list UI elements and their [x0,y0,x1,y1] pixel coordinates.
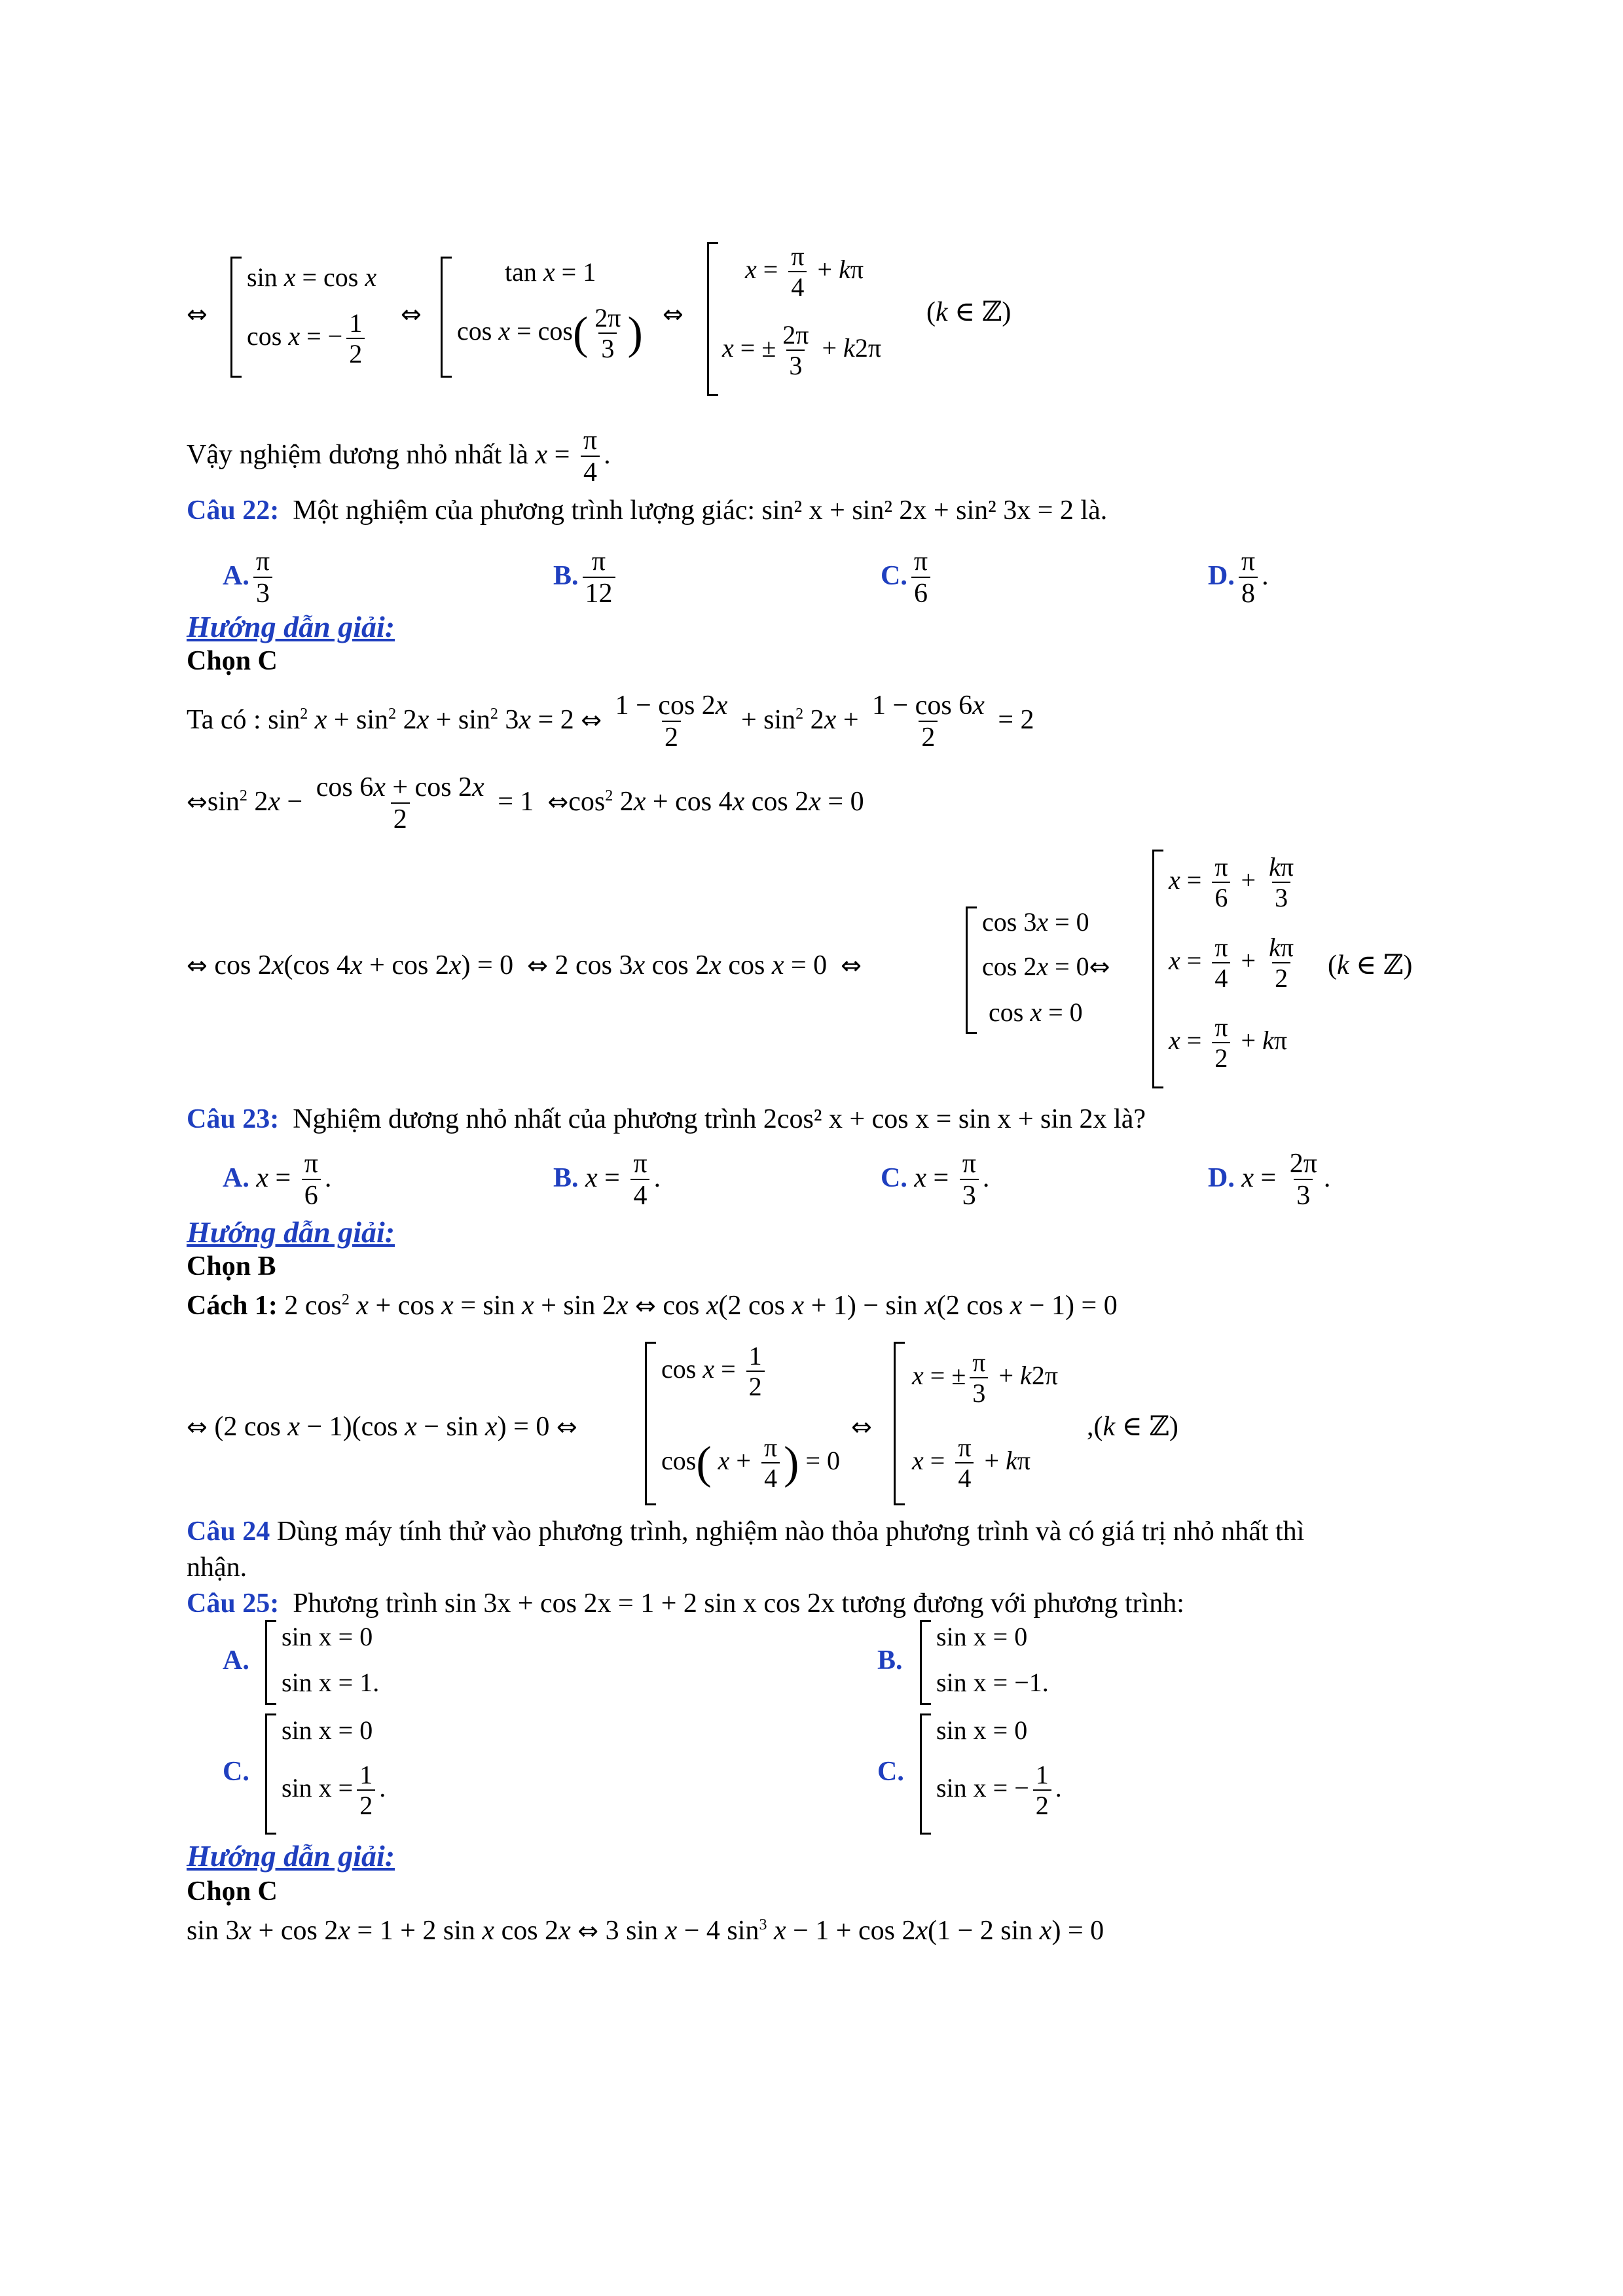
option-letter: C. [877,1757,904,1787]
guide-heading: Hướng dẫn giải: [187,610,395,643]
solution-line: $\Leftrightarrow\sin^2$ 2x − $\frac{\cos 6x + \cos 2x}{2}$ = 1 $\Leftrightarrow\cos^2$ 2x + cos 4x cos 2x = 0 [187,772,864,835]
solution-line: sin 3x + cos 2x = 1 + 2 sin x cos 2x ⇔ 3 sin x − 4 $\sin^3 x - 1 + \cos 2x(1 - 2$ sin x) = 0 [187,1916,1104,1946]
system-22b: x = $\frac{\pi}{6}$ + $\frac{k\pi}{3}$ x = $\frac{\pi}{4}$ + $\frac{k\pi}{2}$ x = $\frac{\pi}{2}$ + kπ [1152,850,1324,1088]
question-25: Câu 25: Phương trình sin 3x + cos 2x = 1 + 2 sin x cos 2x tương đương với phương trình: [187,1588,1184,1619]
question-22: Câu 22: Một nghiệm của phương trình lượng giác: sin² x + sin² 2x + sin² 3x = 2 là. [187,495,1108,526]
question-label: Câu 22: [187,495,280,526]
system-23a: cos x = $\frac{1}{2}$ cos( x + $\frac{\pi}{4}$ ) = 0 [645,1342,863,1505]
option-letter: B. [877,1645,903,1676]
arrow: ⇔ [401,300,422,329]
system-3: x = $\frac{\pi}{4}$ + kπ x = ± $\frac{2\pi}{3}$ + k2π [707,242,919,396]
option-25c: sin x = 0 sin x = $\frac{1}{2}$ . [265,1713,398,1835]
guide-heading: Hướng dẫn giải: [187,1215,395,1249]
question-label: Câu 23: [187,1104,280,1134]
question-24-cont: nhận. [187,1552,247,1583]
solution-line: ⇔ (2 cos x − 1)(cos x − sin x) = 0 ⇔ [187,1412,577,1442]
question-label: Câu 25: [187,1588,280,1619]
arrow: ⇔ [851,1412,872,1441]
arrow: ⇔ [187,300,208,329]
guide-heading: Hướng dẫn giải: [187,1839,395,1873]
solution-line: Cách 1: 2 $\cos^2 x + \cos x = \sin x + \sin 2x$ ⇔ cos x(2 cos x + 1) − sin x(2 cos x − 1) = 0 [187,1291,1118,1321]
system-1: sin x = cos x cos x = − $\frac{1}{2}$ [230,257,403,378]
system-23b: x = ± $\frac{\pi}{3}$ + k2π x = $\frac{\pi}{4}$ + kπ [894,1342,1085,1505]
question-23: Câu 23: Nghiệm dương nhỏ nhất của phương trình 2cos² x + cos x = sin x + sin 2x là? [187,1104,1146,1134]
k-in-z: (k ∈ ℤ) [926,297,1012,327]
system-2: tan x = 1 cos x = cos( $\frac{2\pi}{3}$ ) [441,257,659,378]
answer-choice: Chọn B [187,1251,276,1282]
option-25d: sin x = 0 sin x = − $\frac{1}{2}$ . [920,1713,1079,1835]
option-25a: sin x = 0 sin x = 1. [265,1620,398,1705]
option-letter: A. [223,1645,249,1676]
answer-choice: Chọn C [187,1876,278,1907]
answer-choice: Chọn C [187,646,278,676]
options-22: A. $\frac{\pi}{3}$ B. $\frac{\pi}{12}$ C. $\frac{\pi}{6}$ D. $\frac{\pi}{8}$ . [223,547,1269,609]
question-24: Câu 24 Dùng máy tính thử vào phương trình, nghiệm nào thỏa phương trình và có giá trị nhỏ nhất thì [187,1516,1305,1547]
k-in-z: (k ∈ ℤ) [1328,950,1413,980]
option-letter: C. [223,1757,249,1787]
option-25b: sin x = 0 sin x = −1. [920,1620,1066,1705]
arrow: ⇔ [663,300,684,329]
k-in-z: ,(k ∈ ℤ) [1087,1412,1178,1442]
solution-line: Ta có : $\sin^2 x + \sin^2 2x + \sin^2 3x = 2$ ⇔ $\frac{1 - \cos 2x}{2}$ + $\sin^2 2x$ + $\frac{1 - \cos 6x}{2}$ = 2 [187,691,1034,753]
conclusion: Vậy nghiệm dương nhỏ nhất là x = $\frac{\pi}{4}$ . [187,425,611,488]
system-22a: cos 3x = 0 cos 2x = 0⇔ cos x = 0 [966,906,1151,1034]
solution-line: ⇔ cos 2x(cos 4x + cos 2x) = 0 ⇔ 2 cos 3x cos 2x cos x = 0 ⇔ [187,950,862,980]
options-23: A. x = $\frac{\pi}{6}$ . B. x = $\frac{\pi}{4}$ . C. x = $\frac{\pi}{3}$ . D. x = $\frac{2\pi}{3}$ . [223,1149,1331,1211]
